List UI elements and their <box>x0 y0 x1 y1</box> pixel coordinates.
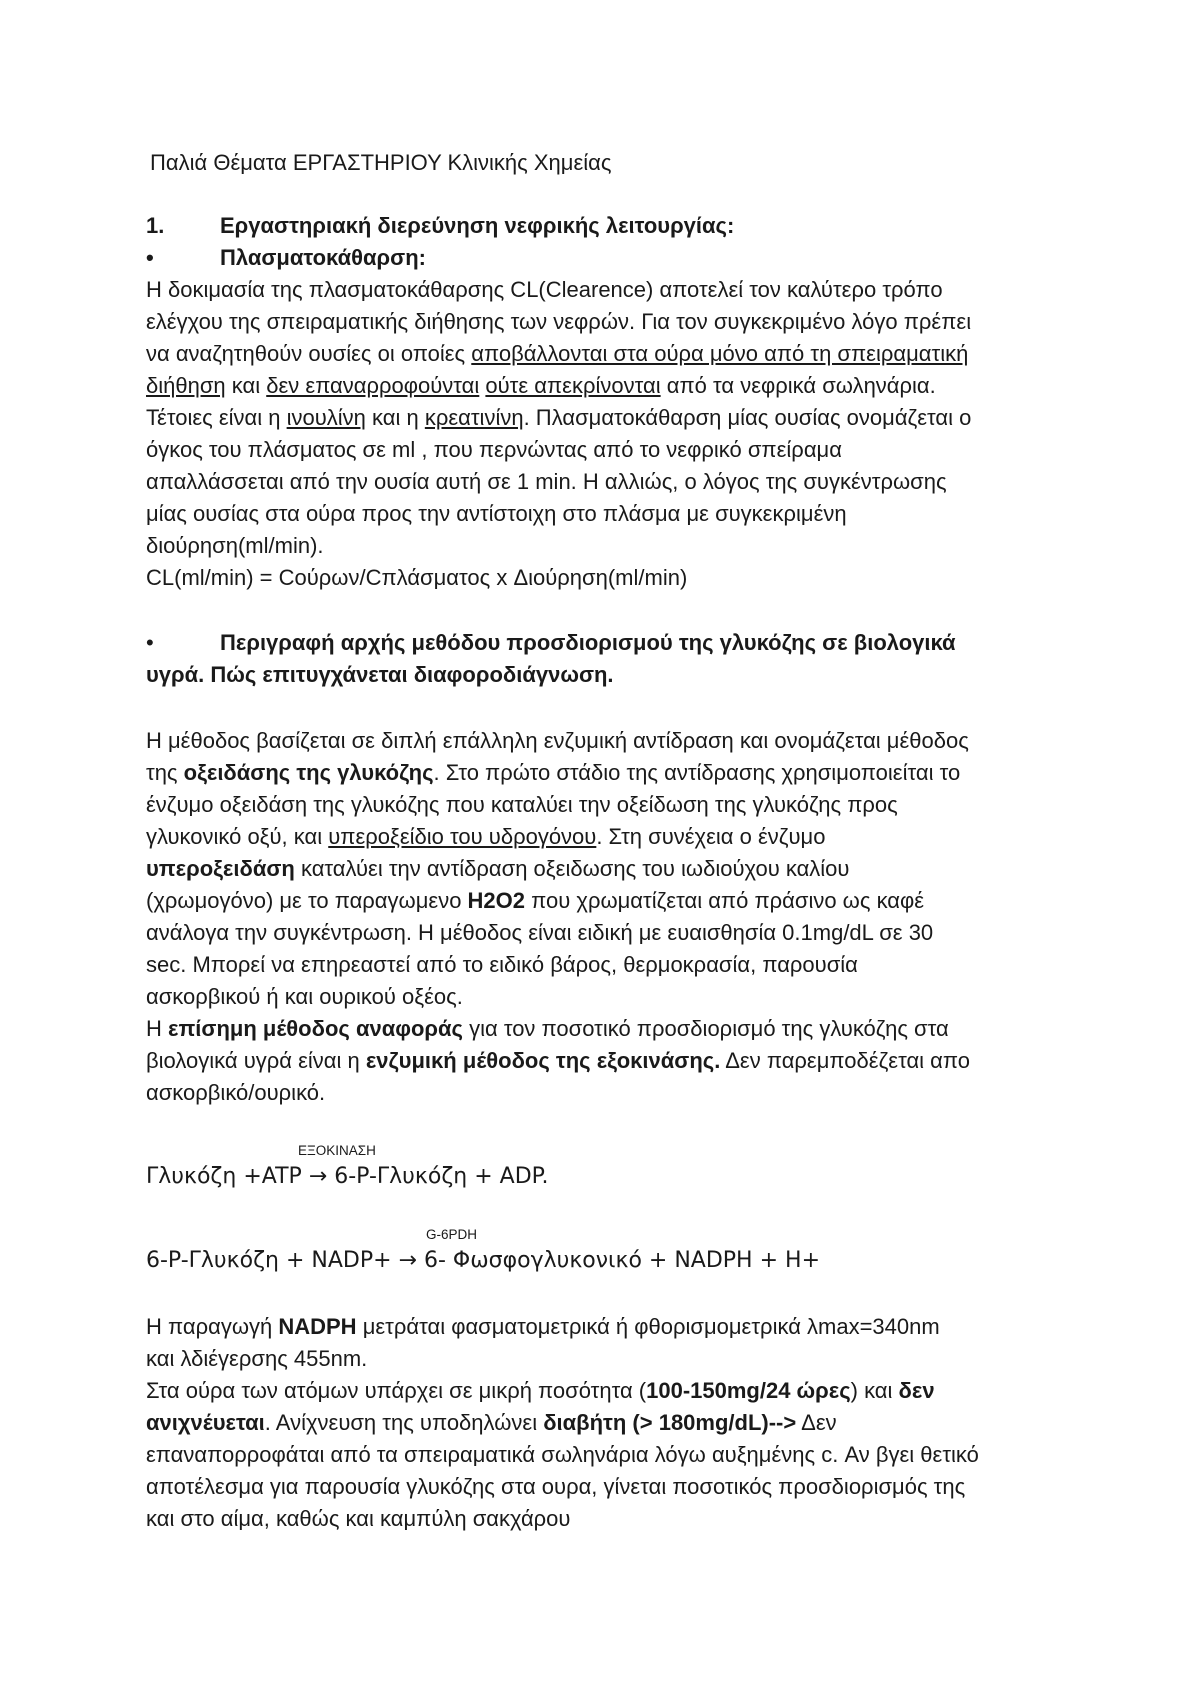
text-run: Δεν παρεμποδέζεται απο <box>720 1048 970 1073</box>
text-run: για τον ποσοτικό προσδιορισμό της γλυκόζης στα <box>462 1016 949 1041</box>
paragraph-line: επαναπορροφάται από τα σπειραματικά σωληνάρια λόγω αυξημένης c. Αν βγει θετικό <box>146 1442 979 1467</box>
paragraph-line: και λδιέγερσης 455nm. <box>146 1346 368 1371</box>
underlined-text: ινουλίνη <box>286 405 366 430</box>
bold-text: ενζυμική μέθοδος της εξοκινάσης. <box>365 1048 721 1073</box>
paragraph-line: Η δοκιμασία της πλασματοκάθαρσης CL(Clearence) αποτελεί τον καλύτερο τρόπο <box>146 277 943 302</box>
text-run: Η παραγωγή <box>146 1314 279 1339</box>
underlined-text: υπεροξείδιο του υδρογόνου <box>328 824 597 849</box>
text-run: . Ανίχνευση της υποδηλώνει <box>264 1410 544 1435</box>
text-run: μετράται φασματομετρικά ή φθορισμομετρικά λmax=340nm <box>356 1314 940 1339</box>
paragraph-line <box>146 1016 949 1042</box>
underlined-text: διήθηση <box>146 373 226 398</box>
section1-heading-text: Εργαστηριακή διερεύνηση νεφρικής λειτουργίας: <box>220 213 735 238</box>
section1-number: 1. <box>146 213 165 238</box>
clearance-formula: CL(ml/min) = Cούρων/Cπλάσματος x Διούρηση(ml/min) <box>146 565 688 590</box>
text-run: ) και <box>850 1378 899 1403</box>
reaction1-equation: Γλυκόζη +ATP → 6-P-Γλυκόζη + ADP. <box>146 1164 549 1189</box>
paragraph-line <box>146 341 968 367</box>
text-run: που χρωματίζεται από πράσινο ως καφέ <box>525 888 925 913</box>
text-run: καταλύει την αντίδραση οξειδωσης του ιωδιούχου καλίου <box>294 856 850 881</box>
bold-text: επίσημη μέθοδος αναφοράς <box>168 1016 463 1041</box>
bullet-icon: • <box>146 630 154 655</box>
text-run: Τέτοιες είναι η <box>146 405 287 430</box>
paragraph-line: ασκορβικό/ουρικό. <box>146 1080 326 1105</box>
paragraph-line <box>146 405 971 431</box>
underlined-text: κρεατινίνη <box>424 405 524 430</box>
bold-text: 100-150mg/24 ώρες <box>646 1378 851 1403</box>
section1-subheading-text: Πλασματοκάθαρση: <box>220 245 426 270</box>
text-run: . Στο πρώτο στάδιο της αντίδρασης χρησιμοποιείται το <box>433 760 961 785</box>
text-run: Στα ούρα των ατόμων υπάρχει σε μικρή ποσότητα ( <box>146 1378 647 1403</box>
bold-text: υπεροξειδάση <box>146 856 295 881</box>
underlined-text: δεν επαναρροφούνται <box>266 373 480 398</box>
paragraph-line <box>146 856 849 882</box>
bold-text: ανιχνέυεται <box>146 1410 265 1435</box>
paragraph-line: απαλλάσσεται από την ουσία αυτή σε 1 min. Η αλλιώς, ο λόγος της συγκέντρωσης <box>146 469 947 494</box>
section1-heading <box>146 213 734 239</box>
bold-text: οξειδάσης της γλυκόζης <box>183 760 434 785</box>
text-run: . Στη συνέχεια ο ένζυμο <box>596 824 826 849</box>
text-run: Η <box>146 1016 168 1041</box>
text-run: και η <box>365 405 425 430</box>
paragraph-line: όγκος του πλάσματος σε ml , που περνώντας από το νεφρικό σπείραμα <box>146 437 842 462</box>
paragraph-line <box>146 373 936 399</box>
reaction1-enzyme-label: ΕΞΟΚΙΝΑΣΗ <box>298 1143 376 1158</box>
paragraph-line: και στο αίμα, καθώς και καμπύλη σακχάρου <box>146 1506 571 1531</box>
bullet-icon: • <box>146 245 154 270</box>
paragraph-line: ανάλογα την συγκέντρωση. Η μέθοδος είναι ειδική με ευαισθησία 0.1mg/dL σε 30 <box>146 920 934 945</box>
section2-heading-text: Περιγραφή αρχής μεθόδου προσδιορισμού της γλυκόζης σε βιολογικά <box>220 630 956 655</box>
paragraph-line <box>146 1410 837 1436</box>
text-run: από τα νεφρικά σωληνάρια. <box>660 373 936 398</box>
paragraph-line: ελέγχου της σπειραματικής διήθησης των νεφρών. Για τον συγκεκριμένο λόγο πρέπει <box>146 309 972 334</box>
bold-text: H2O2 <box>467 888 526 913</box>
document-title: Παλιά Θέματα ΕΡΓΑΣΤΗΡΙΟΥ Κλινικής Χημείας <box>150 150 612 175</box>
reaction2-enzyme-label: G-6PDH <box>426 1227 478 1242</box>
paragraph-line: διούρηση(ml/min). <box>146 533 324 558</box>
text-run: βιολογικά υγρά είναι η <box>146 1048 366 1073</box>
text-run: . Πλασματοκάθαρση μίας ουσίας ονομάζεται ο <box>523 405 972 430</box>
paragraph-line: sec. Μπορεί να επηρεαστεί από το ειδικό βάρος, θερμοκρασία, παρουσία <box>146 952 858 977</box>
paragraph-line <box>146 888 924 914</box>
reaction2-equation: 6-P-Γλυκόζη + NADP+ → 6- Φωσφογλυκονικό + NADPH + H+ <box>146 1248 820 1273</box>
bold-text: δεν <box>898 1378 935 1403</box>
paragraph-line: Η μέθοδος βασίζεται σε διπλή επάλληλη ενζυμική αντίδραση και ονομάζεται μέθοδος <box>146 728 969 753</box>
underlined-text: αποβάλλονται στα ούρα μόνο από τη σπειραματική <box>471 341 969 366</box>
underlined-text: ούτε απεκρίνονται <box>485 373 661 398</box>
paragraph-line: ένζυμο οξειδάση της γλυκόζης που καταλύει την οξείδωση της γλυκόζης προς <box>146 792 898 817</box>
paragraph-line: ασκορβικού ή και ουρικού οξέος. <box>146 984 463 1009</box>
paragraph-line <box>146 1378 935 1404</box>
section2-heading <box>146 630 956 656</box>
text-run: να αναζητηθούν ουσίες οι οποίες <box>146 341 472 366</box>
text-run: (χρωμογόνο) με το παραγωμενο <box>146 888 468 913</box>
paragraph-line <box>146 1314 940 1340</box>
text-run: γλυκονικό οξύ, και <box>146 824 329 849</box>
paragraph-line <box>146 824 825 850</box>
text-run: της <box>146 760 184 785</box>
section1-subheading <box>146 245 426 271</box>
paragraph-line: αποτέλεσμα για παρουσία γλυκόζης στα ουρα, γίνεται ποσοτικός προσδιορισμός της <box>146 1474 966 1499</box>
paragraph-line <box>146 1048 970 1074</box>
text-run: και <box>225 373 267 398</box>
section2-heading-cont: υγρά. Πώς επιτυγχάνεται διαφοροδιάγνωση. <box>146 662 614 687</box>
bold-text: NADPH <box>278 1314 357 1339</box>
paragraph-line: μίας ουσίας στα ούρα προς την αντίστοιχη στο πλάσμα με συγκεκριμένη <box>146 501 847 526</box>
text-run: Δεν <box>796 1410 837 1435</box>
paragraph-line <box>146 760 960 786</box>
bold-text: διαβήτη (> 180mg/dL)--> <box>543 1410 797 1435</box>
